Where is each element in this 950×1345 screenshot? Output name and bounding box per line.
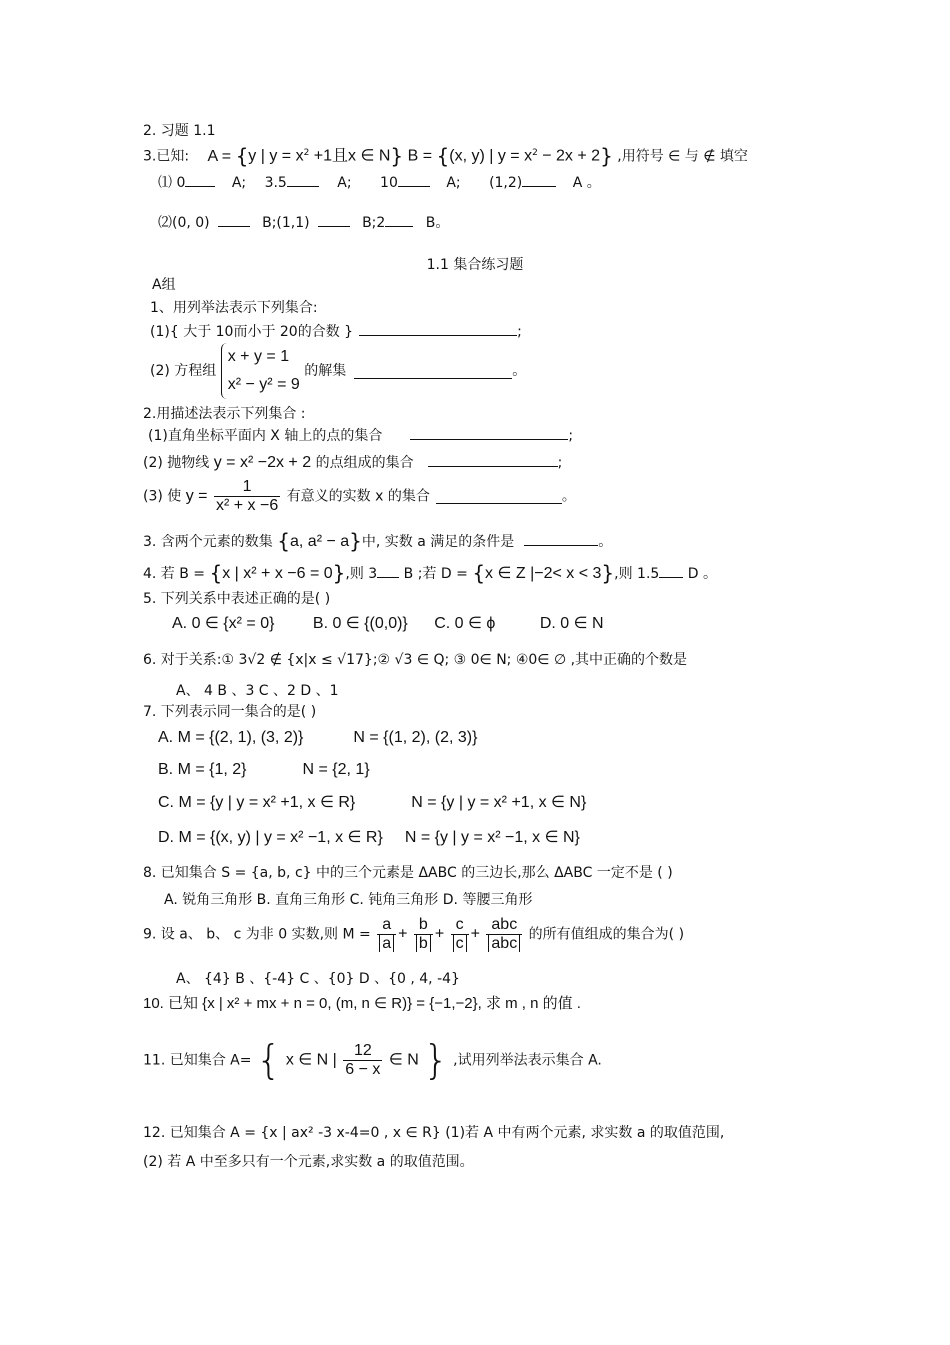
q2-b: (2) 抛物线 y = x² −2x + 2 的点组成的集合 ;	[143, 454, 563, 471]
q3-p1-g: (1,2)	[489, 175, 523, 191]
q2-b-eq: y = x² −2x + 2	[213, 454, 312, 471]
q9-frac-abc	[486, 916, 522, 953]
q5-opt-d[interactable]: D. 0 ∈ N	[539, 615, 604, 632]
denominator: abc	[488, 935, 520, 952]
q9: 9. 设 a、 b、 c 为非 0 实数,则 M = $\frac{a}{a}$ + $\frac{b}{b}$ + $\frac{c}{c}$ + $\frac{\text{abc}}{\text{abc}}$ 的所有值组成的集合为( )	[143, 916, 685, 952]
q3-p2-a: ⑵(0, 0)	[158, 215, 210, 231]
q3-p2-b: B;(1,1)	[262, 215, 310, 231]
q3-b: B =	[407, 147, 433, 165]
q1-b-pre: (2) 方程组	[150, 363, 217, 379]
eq1: x + y = 1	[227, 348, 290, 365]
q5-opt-c[interactable]: C. 0 ∈ ϕ	[434, 615, 496, 632]
q3-p1-e: 10	[380, 175, 398, 191]
eq2: x² − y² = 9	[227, 376, 300, 393]
q7-c-n: N = {y | y = x² +1, x ∈ N}	[411, 794, 587, 811]
q3-p1-c: 3.5	[264, 175, 287, 191]
q5-opt-a[interactable]: A. 0 ∈ {x² = 0}	[172, 615, 275, 632]
q9-frac-b	[414, 916, 433, 953]
numerator: b	[414, 916, 433, 935]
denominator: 6 − x	[345, 1061, 381, 1078]
q7-label: 7. 下列表示同一集合的是( )	[143, 704, 317, 720]
q8-label: 8. 已知集合 S = {a, b, c} 中的三个元素是 ΔABC 的三边长,那么 ΔABC 一定不是 ( )	[143, 865, 673, 881]
blank[interactable]	[522, 172, 556, 187]
q3-part2	[158, 212, 449, 232]
q2-b-post: 的点组成的集合	[315, 455, 414, 471]
q2-a: (1)直角坐标平面内 X 轴上的点的集合 ;	[148, 425, 573, 445]
q3-p1-f: A;	[446, 175, 461, 191]
q12-a: 12. 已知集合 A = {x | ax² -3 x-4=0 , x ∈ R} (1)若 A 中有两个元素, 求实数 a 的取值范围,	[143, 1125, 725, 1141]
q3-p1-a: ⑴ 0	[158, 175, 186, 191]
q10-text: 10. 已知 {x | x² + mx + n = 0, (m, n ∈ R)} = {−1,−2}, 求 m , n 的值 .	[143, 995, 581, 1012]
blank[interactable]	[318, 212, 350, 227]
section-heading: 2. 习题 1.1	[143, 123, 216, 139]
denominator: x² + x −6	[215, 497, 279, 514]
q1-label: 1、用列举法表示下列集合:	[150, 300, 318, 316]
q4-post: ,则 1.5	[614, 566, 660, 582]
q2-b-pre: (2) 抛物线	[143, 455, 210, 471]
q3b-pre: 3. 含两个元素的数集	[143, 534, 273, 550]
q1-a: (1){ 大于 10而小于 20的合数 } ;	[150, 321, 522, 341]
q3-b-set2: − 2x + 2	[537, 147, 601, 165]
q3-part1	[158, 172, 601, 192]
q3-hint: ,用符号 ∈ 与 ∉ 填空	[617, 148, 748, 165]
q3-a: A =	[207, 147, 232, 165]
q5-options	[172, 615, 604, 633]
q2-c-post: 有意义的实数 x 的集合	[286, 488, 430, 505]
q7-opt-b[interactable]	[158, 761, 370, 779]
q2-label: 2.用描述法表示下列集合 :	[143, 406, 306, 422]
blank[interactable]	[428, 452, 558, 467]
q7-opt-d[interactable]	[158, 829, 580, 847]
page-title: 1.1 集合练习题	[426, 257, 524, 273]
blank[interactable]	[354, 364, 512, 379]
blank[interactable]	[398, 172, 430, 187]
q7-opt-a[interactable]	[158, 729, 477, 747]
q11: 11. 已知集合 A= { x ∈ N | $\frac{12}{6 - x}$ ∈ N } ,试用列举法表示集合 A.	[143, 1037, 602, 1084]
q3b-post: 中, 实数 a 满足的条件是	[361, 534, 515, 550]
numerator: 1	[214, 478, 280, 497]
q12-b: (2) 若 A 中至多只有一个元素,求实数 a 的取值范围。	[143, 1154, 474, 1170]
q2-c-y: y =	[185, 487, 208, 505]
q9-options[interactable]: A、 {4} B 、{-4} C 、{0} D 、{0 , 4, -4}	[176, 971, 460, 987]
q3-label: 3.已知:	[143, 148, 190, 165]
q3-p1-b: A;	[231, 175, 247, 191]
q1-a-text: (1){ 大于 10而小于 20的合数 }	[150, 324, 354, 340]
blank[interactable]	[185, 172, 215, 187]
q1-b-post: 的解集	[304, 363, 347, 379]
denominator: c	[453, 935, 467, 952]
blank[interactable]	[359, 321, 517, 336]
q4-set-d: x ∈ Z |−2< x < 3	[485, 565, 602, 582]
numerator: c	[451, 916, 469, 935]
numerator: a	[377, 916, 396, 935]
blank[interactable]	[287, 172, 319, 187]
q11-tail: ∈ N	[388, 1051, 419, 1069]
q4: 4. 若 B = {x | x² + x −6 = 0},则 3 B ;若 D = {x ∈ Z |−2< x < 3},则 1.5 D 。	[143, 561, 718, 585]
numerator: abc	[486, 916, 522, 935]
q10	[143, 995, 581, 1013]
numerator: 12	[343, 1042, 382, 1061]
q4-mid: ,则 3	[345, 566, 378, 582]
q2-c-pre: (3) 使	[143, 488, 182, 505]
q5-label: 5. 下列关系中表述正确的是( )	[143, 591, 331, 607]
blank[interactable]	[377, 563, 399, 578]
q4-mid-b: B ;若 D =	[403, 566, 468, 582]
q9-frac-a	[377, 916, 396, 953]
equation-system	[221, 343, 300, 399]
blank[interactable]	[218, 212, 250, 227]
q3-p1-d: A;	[337, 175, 352, 191]
q7-opt-c[interactable]	[158, 794, 586, 812]
q7-b-n: N = {2, 1}	[302, 761, 370, 778]
q7-b-m: B. M = {1, 2}	[158, 761, 247, 778]
q1-b: (2) 方程组 x + y = 1 x² − y² = 9 的解集 。	[150, 343, 526, 399]
q3b: 3. 含两个元素的数集 {a, a² − a}中, 实数 a 满足的条件是 。	[143, 529, 613, 553]
blank[interactable]	[385, 212, 413, 227]
q11-in: x ∈ N |	[285, 1051, 337, 1069]
q3-p1-h: A 。	[572, 175, 601, 191]
q3-p2-c: B;2	[362, 215, 386, 231]
q3-b-set: (x, y) | y = x	[449, 147, 533, 165]
q4-set-b: x | x² + x −6 = 0	[222, 565, 333, 582]
q4-pre: 4. 若 B =	[143, 566, 206, 582]
denominator: a	[379, 935, 394, 952]
q9-post: 的所有值组成的集合为( )	[528, 926, 685, 943]
q3b-set: a, a² − a	[290, 533, 350, 550]
q11-fraction	[343, 1042, 382, 1079]
q7-d-n: N = {y | y = x² −1, x ∈ N}	[404, 829, 580, 846]
blank[interactable]	[659, 563, 683, 578]
q7-a-m: A. M = {(2, 1), (3, 2)}	[158, 729, 304, 746]
q11-pre: 11. 已知集合 A=	[143, 1052, 252, 1069]
q9-frac-c	[451, 916, 469, 953]
q7-c-m: C. M = {y | y = x² +1, x ∈ R}	[158, 794, 356, 811]
q3-line: 3.已知: A = {y | $y = x^2 +1$且x ∈ N} B = {(x, y) | $y = x^2 - 2x + 2$} ,用符号 ∈ 与 ∉ 填空	[143, 143, 748, 168]
q9-pre: 9. 设 a、 b、 c 为非 0 实数,则 M =	[143, 926, 371, 943]
q5-opt-b[interactable]: B. 0 ∈ {(0,0)}	[312, 615, 408, 632]
q7-a-n: N = {(1, 2), (2, 3)}	[353, 729, 478, 746]
q3-a-set2: +1且x ∈ N	[309, 147, 391, 165]
q3-p2-d: B。	[425, 215, 450, 231]
q11-post: ,试用列举法表示集合 A.	[453, 1052, 602, 1069]
q8-options[interactable]: A. 锐角三角形 B. 直角三角形 C. 钝角三角形 D. 等腰三角形	[164, 892, 533, 908]
q2-a-text: (1)直角坐标平面内 X 轴上的点的集合	[148, 428, 383, 444]
q2-c: (3) 使 y = $\frac{1}{\text{x² + x −6}}$ 有意义的实数 x 的集合 。	[143, 478, 576, 514]
blank[interactable]	[524, 531, 598, 546]
blank[interactable]	[410, 425, 568, 440]
q6-options[interactable]: A、 4 B 、3 C 、2 D 、1	[176, 683, 339, 699]
q7-d-m: D. M = {(x, y) | y = x² −1, x ∈ R}	[158, 829, 383, 846]
group-label: A组	[152, 277, 176, 293]
blank[interactable]	[436, 489, 562, 504]
q4-end: D 。	[687, 566, 718, 582]
denominator: b	[416, 935, 431, 952]
q2-c-fraction	[214, 478, 280, 515]
q3-a-set: y | y = x	[248, 147, 304, 165]
q6-label: 6. 对于关系:① 3√2 ∉ {x|x ≤ √17};② √3 ∈ Q; ③ 0∈ N; ④0∈ ∅ ,其中正确的个数是	[143, 652, 688, 668]
